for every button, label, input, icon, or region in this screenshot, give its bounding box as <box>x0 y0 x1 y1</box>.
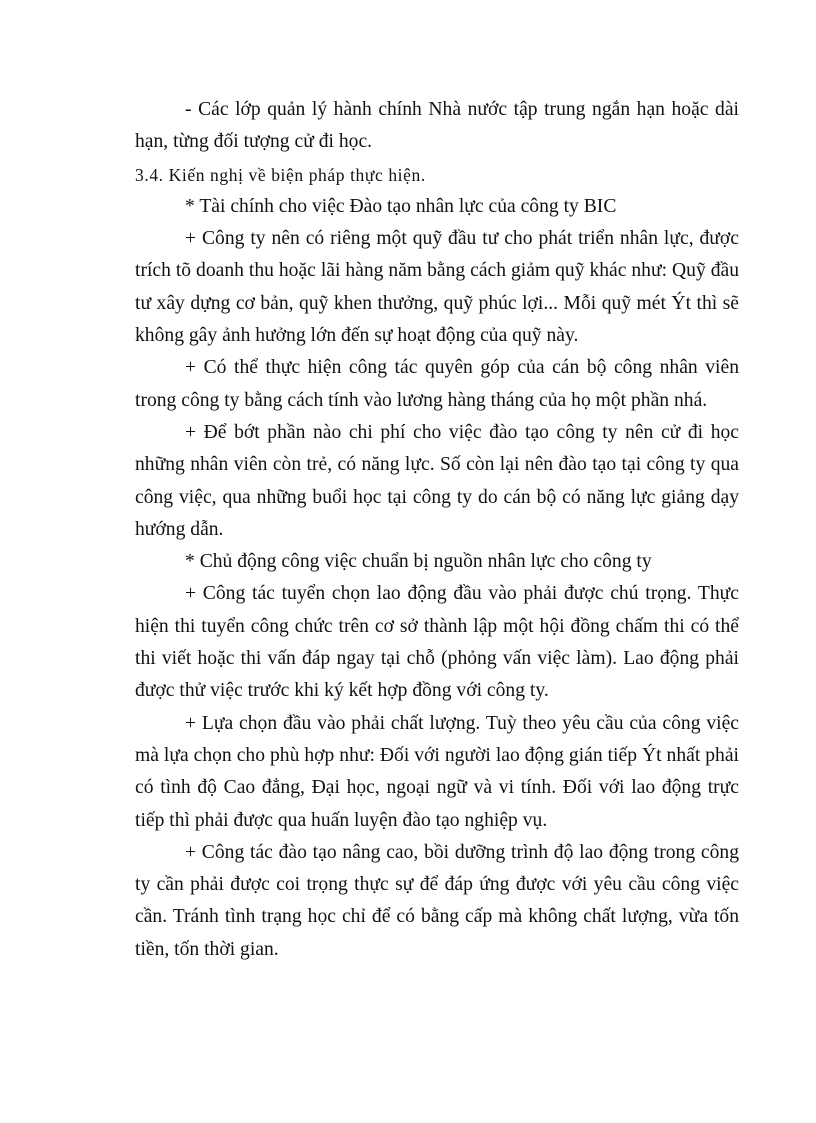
paragraph-proactive-header: * Chủ động công việc chuẩn bị nguồn nhân lực cho công ty <box>185 551 652 573</box>
paragraph-advanced-training: + Công tác đào tạo nâng cao, bồi dưỡng trình độ lao động trong công ty cần phải được coi trọng thực sự để đáp ứng được với yêu cầu công việc cần. Tránh tình trạng học chỉ để có bằng cấp mà không chất lượng, vừa tốn tiền, tốn thời gian. <box>135 841 739 960</box>
paragraph-finance-header: * Tài chính cho việc Đào tạo nhân lực của công ty BIC <box>185 195 617 217</box>
document-body <box>135 94 739 966</box>
paragraph-recruitment: + Công tác tuyển chọn lao động đầu vào phải được chú trọng. Thực hiện thi tuyển công chức trên cơ sở thành lập một hội đồng chấm thi có thể thi viết hoặc thi vấn đáp ngay tại chỗ (phỏng vấn việc làm). Lao động phải được thử việc trước khi ký kết hợp đồng với công ty. <box>135 583 739 702</box>
paragraph-reduce-costs: + Để bớt phần nào chi phí cho việc đào tạo công ty nên cử đi học những nhân viên còn trẻ, có năng lực. Số còn lại nên đào tạo tại công ty qua công việc, qua những buổi học tại công ty do cán bộ có năng lực giảng dạy hướng dẫn. <box>135 421 739 540</box>
paragraph-input-quality: + Lựa chọn đầu vào phải chất lượng. Tuỳ theo yêu cầu của công việc mà lựa chọn cho phù hợp như: Đối với người lao động gián tiếp Ýt nhất phải có tình độ Cao đẳng, Đại học, ngoại ngữ và vi tính. Đối với lao động trực tiếp thì phải được qua huấn luyện đào tạo nghiệp vụ. <box>135 712 739 831</box>
paragraph-contributions: + Có thể thực hiện công tác quyên góp của cán bộ công nhân viên trong công ty bằng cách tính vào lương hàng tháng của họ một phần nhá. <box>135 357 739 411</box>
section-heading-3-4: 3.4. Kiến nghị về biện pháp thực hiện. <box>135 164 426 185</box>
paragraph-investment-fund: + Công ty nên có riêng một quỹ đầu tư cho phát triển nhân lực, được trích tõ doanh thu hoặc lãi hàng năm bằng cách giảm quỹ khác như: Quỹ đầu tư xây dựng cơ bản, quỹ khen thưởng, quỹ phúc lợi... Mỗi quỹ mét Ýt thì sẽ không gây ảnh hưởng lớn đến sự hoạt động của quỹ này. <box>135 228 739 347</box>
paragraph-management-classes: - Các lớp quản lý hành chính Nhà nước tập trung ngắn hạn hoặc dài hạn, từng đối tượng cử đi học. <box>135 99 739 153</box>
